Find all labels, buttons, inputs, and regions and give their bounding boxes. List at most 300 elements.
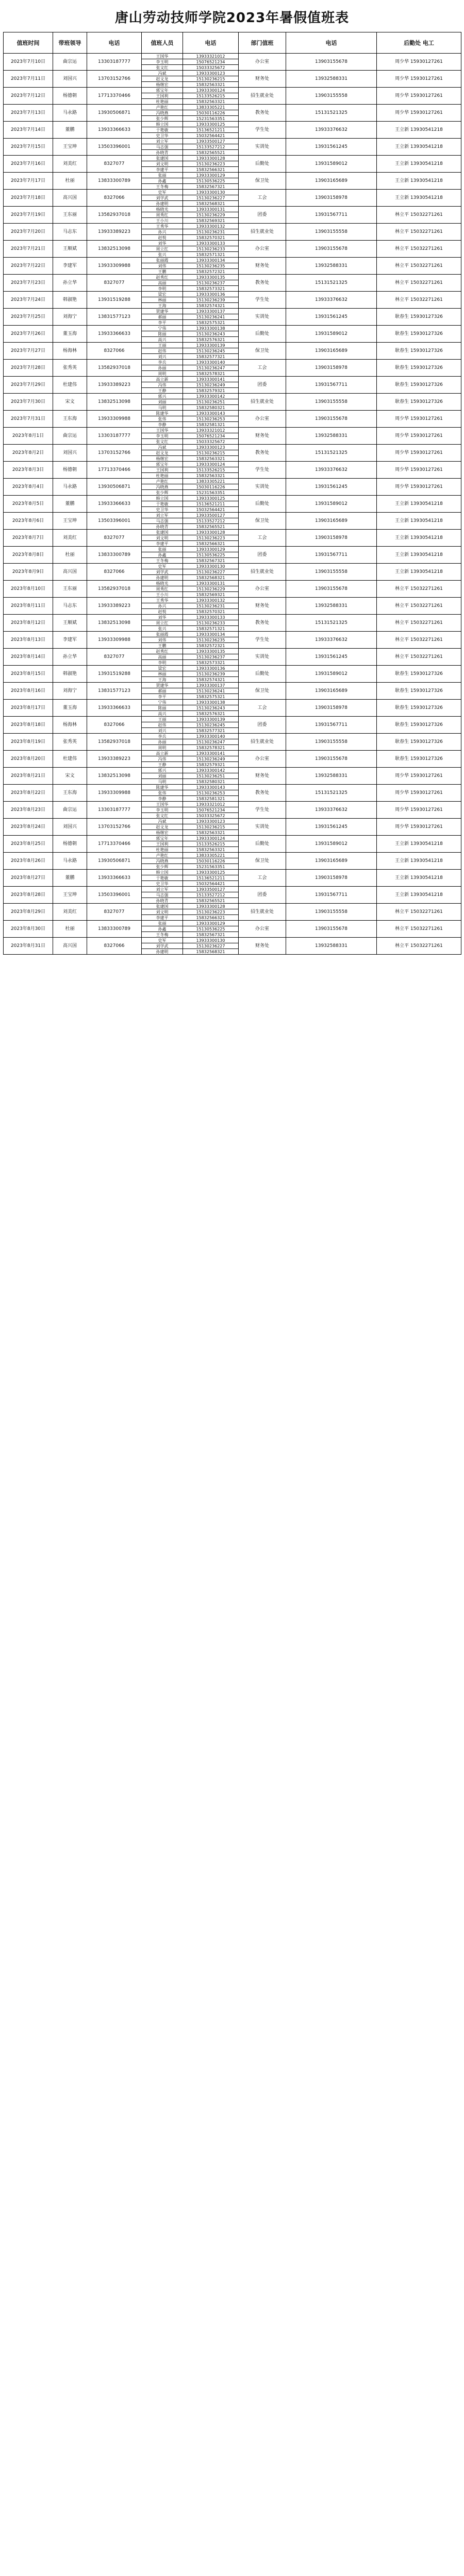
cell-staff-phone: 15030116226 — [183, 110, 239, 116]
cell-staff: 郝丽 — [142, 314, 183, 320]
cell-security: 王立新 13930541218 — [377, 122, 461, 139]
cell-leader-phone: 13832513098 — [87, 615, 142, 632]
cell-staff-phone: 15130236243 — [183, 331, 239, 337]
cell-dept: 工会 — [239, 360, 286, 377]
cell-staff-phone: 15832566321 — [183, 541, 239, 547]
cell-dept: 实训处 — [239, 479, 286, 496]
table-row — [4, 615, 461, 620]
cell-leader-phone: 8327077 — [87, 904, 142, 921]
cell-staff-phone: 15130236229 — [183, 586, 239, 592]
cell-leader: 董鹏 — [53, 870, 87, 887]
cell-staff-phone: 13933300124 — [183, 462, 239, 467]
cell-staff: 孙丽 — [142, 365, 183, 371]
cell-leader-phone: 13832513098 — [87, 241, 142, 258]
cell-security: 王立新 13930541218 — [377, 887, 461, 904]
cell-date: 2023年8月19日 — [4, 734, 53, 751]
cell-staff: 梁宏 — [142, 666, 183, 671]
cell-dept: 财务处 — [239, 428, 286, 445]
cell-staff-phone: 15032564421 — [183, 507, 239, 513]
table-row — [4, 292, 461, 297]
table-row — [4, 207, 461, 212]
cell-leader-phone: 13933366633 — [87, 496, 142, 513]
cell-leader-phone: 17713370466 — [87, 836, 142, 853]
table-row — [4, 581, 461, 586]
cell-security: 耿春生 15930127326 — [377, 734, 461, 751]
cell-staff-phone: 15130236247 — [183, 365, 239, 371]
cell-leader: 董鹏 — [53, 496, 87, 513]
cell-dept: 保卫处 — [239, 853, 286, 870]
cell-dept: 团委 — [239, 207, 286, 224]
cell-leader-phone: 8327077 — [87, 156, 142, 173]
cell-staff: 冯斌 — [142, 71, 183, 76]
cell-phone: 15131521325 — [286, 105, 377, 122]
cell-leader: 刘海宁 — [53, 683, 87, 700]
cell-leader-phone: 13933389223 — [87, 224, 142, 241]
cell-staff-phone: 15832563321 — [183, 99, 239, 105]
cell-phone: 13933376632 — [286, 802, 377, 819]
cell-date: 2023年7月21日 — [4, 241, 53, 258]
cell-security: 林立平 15032271261 — [377, 615, 461, 632]
cell-staff: 郭宝年 — [142, 836, 183, 841]
cell-staff-phone: 15832579321 — [183, 388, 239, 394]
cell-staff-phone: 15130236229 — [183, 212, 239, 218]
cell-leader: 董玉海 — [53, 700, 87, 717]
cell-date: 2023年8月21日 — [4, 768, 53, 785]
cell-staff: 刘文明 — [142, 535, 183, 541]
cell-leader: 王顺斌 — [53, 615, 87, 632]
cell-staff: 郭兴 — [142, 394, 183, 399]
cell-leader-phone: 13832513098 — [87, 394, 142, 411]
cell-leader-phone: 13933389223 — [87, 598, 142, 615]
cell-staff-phone: 15033325672 — [183, 65, 239, 71]
cell-dept: 工会 — [239, 870, 286, 887]
cell-date: 2023年7月10日 — [4, 54, 53, 71]
cell-staff: 孙建明 — [142, 575, 183, 581]
table-row — [4, 700, 461, 705]
cell-staff: 王国利 — [142, 93, 183, 99]
cell-staff-phone: 15130236231 — [183, 229, 239, 235]
cell-dept: 办公室 — [239, 581, 286, 598]
cell-staff: 史军 — [142, 938, 183, 943]
cell-staff-phone: 15832573321 — [183, 286, 239, 292]
cell-leader-phone: 13833300789 — [87, 547, 142, 564]
table-row — [4, 751, 461, 756]
cell-staff: 孙晓青 — [142, 150, 183, 156]
cell-leader-phone: 17713370466 — [87, 88, 142, 105]
cell-dept: 团委 — [239, 377, 286, 394]
cell-staff: 林丽 — [142, 297, 183, 303]
cell-staff-phone: 15832573321 — [183, 660, 239, 666]
cell-leader-phone: 8327066 — [87, 564, 142, 581]
cell-phone: 15131521325 — [286, 275, 377, 292]
cell-staff-phone: 13933300140 — [183, 360, 239, 365]
cell-staff: 李建平 — [142, 541, 183, 547]
cell-staff-phone: 15033325672 — [183, 813, 239, 819]
cell-leader: 杨海林 — [53, 343, 87, 360]
cell-staff-phone: 15832563321 — [183, 473, 239, 479]
cell-staff-phone: 15130236247 — [183, 739, 239, 745]
cell-staff: 王静 — [142, 762, 183, 768]
cell-staff-phone: 15032564421 — [183, 881, 239, 887]
cell-staff: 刘学武 — [142, 569, 183, 575]
cell-staff: 孙鑫 — [142, 178, 183, 184]
cell-leader: 高兴国 — [53, 190, 87, 207]
cell-security: 周少华 15930127261 — [377, 71, 461, 88]
cell-staff: 周秀红 — [142, 586, 183, 592]
cell-date: 2023年8月8日 — [4, 547, 53, 564]
cell-security: 耿春生 15930127326 — [377, 377, 461, 394]
cell-staff: 张丽 — [142, 173, 183, 178]
cell-staff: 刘学武 — [142, 195, 183, 201]
cell-date: 2023年8月18日 — [4, 717, 53, 734]
cell-date: 2023年7月14日 — [4, 122, 53, 139]
cell-staff: 陈丽 — [142, 705, 183, 711]
cell-leader-phone: 13933366633 — [87, 700, 142, 717]
cell-date: 2023年7月18日 — [4, 190, 53, 207]
cell-security: 林立平 15032271261 — [377, 921, 461, 938]
cell-staff-phone: 15832568321 — [183, 575, 239, 581]
cell-date: 2023年8月16日 — [4, 683, 53, 700]
cell-leader: 王东海 — [53, 411, 87, 428]
cell-staff: 陈丽 — [142, 331, 183, 337]
cell-security: 王立新 13930541218 — [377, 496, 461, 513]
cell-staff: 王冬梅 — [142, 184, 183, 190]
cell-staff: 史军 — [142, 190, 183, 195]
cell-phone: 13903165689 — [286, 343, 377, 360]
cell-date: 2023年7月23日 — [4, 275, 53, 292]
table-row — [4, 683, 461, 688]
table-row — [4, 275, 461, 280]
cell-staff: 杜艳丽 — [142, 99, 183, 105]
cell-staff: 杨晓光 — [142, 581, 183, 586]
cell-leader-phone: 13933366633 — [87, 326, 142, 343]
cell-staff-phone: 15133526215 — [183, 841, 239, 847]
header-leader-phone: 电话 — [87, 32, 142, 54]
cell-dept: 财务处 — [239, 598, 286, 615]
cell-staff: 王海 — [142, 677, 183, 683]
cell-leader-phone: 13933309988 — [87, 411, 142, 428]
cell-phone: 13931589012 — [286, 496, 377, 513]
cell-security: 周少华 15930127261 — [377, 768, 461, 785]
cell-staff: 李兵 — [142, 734, 183, 739]
cell-security: 耿春生 15930127326 — [377, 394, 461, 411]
cell-staff: 宁伟 — [142, 700, 183, 705]
cell-date: 2023年8月25日 — [4, 836, 53, 853]
table-row — [4, 649, 461, 654]
cell-staff-phone: 15130236245 — [183, 348, 239, 354]
table-row — [4, 173, 461, 178]
cell-staff: 王小川 — [142, 592, 183, 598]
cell-staff: 郝丽 — [142, 688, 183, 694]
cell-staff-phone: 15832567321 — [183, 558, 239, 564]
cell-staff: 高丽 — [142, 654, 183, 660]
cell-staff-phone: 15133527212 — [183, 144, 239, 150]
cell-date: 2023年7月11日 — [4, 71, 53, 88]
cell-date: 2023年8月12日 — [4, 615, 53, 632]
cell-staff-phone: 15133526215 — [183, 467, 239, 473]
cell-phone: 13903155678 — [286, 241, 377, 258]
cell-staff-phone: 15130236231 — [183, 603, 239, 609]
cell-staff-phone: 15832577321 — [183, 728, 239, 734]
cell-staff-phone: 13933300139 — [183, 343, 239, 348]
cell-leader-phone: 8327077 — [87, 275, 142, 292]
cell-leader: 马永路 — [53, 105, 87, 122]
cell-phone: 13931561245 — [286, 139, 377, 156]
cell-staff: 陈建华 — [142, 785, 183, 790]
cell-staff-phone: 15130236233 — [183, 620, 239, 626]
cell-staff: 王秀华 — [142, 598, 183, 603]
cell-date: 2023年8月26日 — [4, 853, 53, 870]
cell-staff-phone: 15832574321 — [183, 677, 239, 683]
cell-staff: 李静 — [142, 796, 183, 802]
cell-staff: 杜艳丽 — [142, 847, 183, 853]
cell-staff-phone: 13833305221 — [183, 853, 239, 858]
cell-staff: 李平 — [142, 320, 183, 326]
cell-dept: 后勤处 — [239, 156, 286, 173]
cell-staff-phone: 15231563351 — [183, 490, 239, 496]
cell-date: 2023年7月27日 — [4, 343, 53, 360]
table-row — [4, 666, 461, 671]
cell-phone: 13932588331 — [286, 428, 377, 445]
cell-staff: 张伟 — [142, 416, 183, 422]
cell-staff: 王鹏 — [142, 269, 183, 275]
cell-leader-phone: 13582937018 — [87, 734, 142, 751]
cell-dept: 办公室 — [239, 241, 286, 258]
cell-phone: 13931561245 — [286, 479, 377, 496]
cell-leader-phone: 8327066 — [87, 343, 142, 360]
table-row — [4, 547, 461, 552]
cell-dept: 教务处 — [239, 785, 286, 802]
cell-leader-phone: 13703152766 — [87, 71, 142, 88]
cell-staff: 张丽 — [142, 547, 183, 552]
cell-staff: 冯晓燕 — [142, 858, 183, 864]
cell-dept: 实训处 — [239, 819, 286, 836]
cell-staff-phone: 13933500127 — [183, 887, 239, 892]
cell-staff: 刘丽 — [142, 399, 183, 405]
cell-staff: 梁宏 — [142, 292, 183, 297]
cell-staff: 马志强 — [142, 144, 183, 150]
cell-staff: 宁伟 — [142, 326, 183, 331]
cell-staff: 史卫华 — [142, 507, 183, 513]
cell-staff-phone: 15832578321 — [183, 745, 239, 751]
cell-staff-phone: 15130236245 — [183, 722, 239, 728]
cell-leader: 杨德朝 — [53, 462, 87, 479]
cell-dept: 教务处 — [239, 105, 286, 122]
cell-staff-phone: 15832572321 — [183, 269, 239, 275]
cell-staff: 刘兴 — [142, 728, 183, 734]
cell-security: 林立平 15032271261 — [377, 598, 461, 615]
cell-leader: 王顺斌 — [53, 241, 87, 258]
cell-staff-phone: 13933300130 — [183, 938, 239, 943]
cell-leader: 刘海宁 — [53, 309, 87, 326]
cell-staff-phone: 15130236215 — [183, 76, 239, 82]
cell-leader: 刘美红 — [53, 156, 87, 173]
cell-staff-phone: 13833305221 — [183, 479, 239, 484]
cell-security: 周少华 15930127261 — [377, 445, 461, 462]
cell-phone: 13903155678 — [286, 921, 377, 938]
cell-staff-phone: 15130236223 — [183, 535, 239, 541]
cell-phone: 15131521325 — [286, 785, 377, 802]
cell-phone: 13903158978 — [286, 360, 377, 377]
cell-staff: 刘华 — [142, 241, 183, 246]
cell-staff-phone: 13933300125 — [183, 870, 239, 875]
cell-staff: 王冬梅 — [142, 558, 183, 564]
table-row — [4, 88, 461, 93]
cell-security: 周少华 15930127261 — [377, 802, 461, 819]
cell-staff: 韩立国 — [142, 496, 183, 501]
cell-staff: 杨继宏 — [142, 82, 183, 88]
cell-staff-phone: 15832574321 — [183, 303, 239, 309]
cell-leader: 王东海 — [53, 785, 87, 802]
cell-staff-phone: 15832569321 — [183, 592, 239, 598]
cell-security: 耿春生 15930127326 — [377, 683, 461, 700]
cell-staff: 冯伟 — [142, 382, 183, 388]
cell-staff: 李兵 — [142, 360, 183, 365]
cell-phone: 13903155558 — [286, 904, 377, 921]
cell-staff: 王国华 — [142, 428, 183, 433]
cell-leader-phone: 13930506871 — [87, 479, 142, 496]
cell-staff: 王秀华 — [142, 224, 183, 229]
cell-date: 2023年8月6日 — [4, 513, 53, 530]
cell-staff: 郭兴 — [142, 768, 183, 773]
cell-phone: 13903165689 — [286, 683, 377, 700]
cell-leader-phone: 13582937018 — [87, 581, 142, 598]
cell-staff: 李建平 — [142, 167, 183, 173]
cell-dept: 学生处 — [239, 462, 286, 479]
cell-leader-phone: 13931519288 — [87, 666, 142, 683]
cell-staff-phone: 13933300125 — [183, 122, 239, 127]
cell-staff: 王丽 — [142, 717, 183, 722]
table-row — [4, 54, 461, 59]
cell-phone: 13903155558 — [286, 88, 377, 105]
cell-staff: 史卫华 — [142, 133, 183, 139]
cell-phone: 13903158978 — [286, 700, 377, 717]
cell-staff-phone: 15832563321 — [183, 456, 239, 462]
cell-dept: 后勤处 — [239, 496, 286, 513]
cell-staff: 孙鑫 — [142, 552, 183, 558]
cell-phone: 13903158978 — [286, 870, 377, 887]
cell-staff: 周秀红 — [142, 212, 183, 218]
cell-staff-phone: 13933500127 — [183, 513, 239, 518]
cell-leader: 韩淑艳 — [53, 666, 87, 683]
cell-leader: 刘国兴 — [53, 445, 87, 462]
cell-staff: 卢艳红 — [142, 853, 183, 858]
cell-staff-phone: 15130236239 — [183, 297, 239, 303]
cell-security: 耿春生 15930127326 — [377, 700, 461, 717]
cell-dept: 教务处 — [239, 275, 286, 292]
table-row — [4, 394, 461, 399]
cell-phone: 13931561245 — [286, 309, 377, 326]
cell-staff: 李建平 — [142, 915, 183, 921]
cell-security: 周少华 15930127261 — [377, 105, 461, 122]
cell-staff: 赵伟 — [142, 722, 183, 728]
table-row — [4, 785, 461, 790]
cell-staff-phone: 15130236227 — [183, 943, 239, 949]
cell-phone: 13903155678 — [286, 54, 377, 71]
cell-date: 2023年8月1日 — [4, 428, 53, 445]
cell-leader-phone: 13930506871 — [87, 853, 142, 870]
cell-staff: 张建国 — [142, 530, 183, 535]
cell-leader-phone: 13931519288 — [87, 292, 142, 309]
cell-staff-phone: 15130236237 — [183, 654, 239, 660]
cell-staff-phone: 13933300142 — [183, 394, 239, 399]
cell-leader: 刘美红 — [53, 530, 87, 547]
cell-phone: 13931589012 — [286, 156, 377, 173]
table-row — [4, 632, 461, 637]
cell-dept: 团委 — [239, 887, 286, 904]
cell-staff: 刘华 — [142, 615, 183, 620]
cell-leader-phone: 13831577123 — [87, 683, 142, 700]
cell-staff-phone: 13933300135 — [183, 275, 239, 280]
cell-staff-phone: 13933300139 — [183, 717, 239, 722]
cell-staff-phone: 13933300137 — [183, 683, 239, 688]
cell-staff: 张建国 — [142, 156, 183, 161]
cell-staff: 卢艳红 — [142, 105, 183, 110]
cell-staff-phone: 15130236241 — [183, 314, 239, 320]
table-row — [4, 122, 461, 127]
cell-staff: 张兴 — [142, 626, 183, 632]
cell-staff: 赵文龙 — [142, 824, 183, 830]
cell-phone: 13932588331 — [286, 598, 377, 615]
cell-staff: 高兴 — [142, 711, 183, 717]
cell-staff-phone: 15130236235 — [183, 263, 239, 269]
cell-leader: 高兴国 — [53, 938, 87, 955]
cell-staff: 赵悦 — [142, 235, 183, 241]
cell-security: 林立平 15032271261 — [377, 938, 461, 955]
cell-leader-phone: 13831577123 — [87, 309, 142, 326]
cell-staff-phone: 15130236223 — [183, 909, 239, 915]
cell-dept: 财务处 — [239, 768, 286, 785]
table-row — [4, 734, 461, 739]
cell-date: 2023年7月28日 — [4, 360, 53, 377]
cell-phone: 13903155678 — [286, 411, 377, 428]
cell-phone: 13933376632 — [286, 292, 377, 309]
cell-staff: 刘丽 — [142, 773, 183, 779]
cell-staff-phone: 15832581321 — [183, 422, 239, 428]
duty-table — [3, 32, 461, 955]
cell-staff-phone: 15030116226 — [183, 484, 239, 490]
cell-staff: 赵悦 — [142, 609, 183, 615]
cell-phone: 13932588331 — [286, 258, 377, 275]
cell-dept: 学生处 — [239, 632, 286, 649]
cell-leader-phone: 13703152766 — [87, 445, 142, 462]
cell-staff-phone: 13933500127 — [183, 139, 239, 144]
cell-date: 2023年7月24日 — [4, 292, 53, 309]
cell-staff: 李明 — [142, 286, 183, 292]
cell-staff: 张建国 — [142, 904, 183, 909]
cell-date: 2023年7月12日 — [4, 88, 53, 105]
cell-staff-phone: 13933321012 — [183, 428, 239, 433]
cell-security: 林立平 15032271261 — [377, 649, 461, 666]
cell-staff-phone: 13933300129 — [183, 547, 239, 552]
cell-staff-phone: 15832576321 — [183, 337, 239, 343]
cell-staff-phone: 13933300123 — [183, 71, 239, 76]
cell-staff: 王国利 — [142, 841, 183, 847]
cell-dept: 办公室 — [239, 751, 286, 768]
cell-date: 2023年7月19日 — [4, 207, 53, 224]
table-row — [4, 717, 461, 722]
page-title: 唐山劳动技师学院2023年暑假值班表 — [114, 10, 350, 26]
header-security: 后勤处 电工 — [377, 32, 461, 54]
cell-staff-phone: 15130236233 — [183, 246, 239, 252]
cell-phone: 15131521325 — [286, 615, 377, 632]
cell-leader-phone: 13933389223 — [87, 751, 142, 768]
cell-date: 2023年8月10日 — [4, 581, 53, 598]
cell-staff: 赵伟 — [142, 348, 183, 354]
cell-security: 耿春生 15930127326 — [377, 666, 461, 683]
cell-dept: 后勤处 — [239, 326, 286, 343]
cell-staff: 高立新 — [142, 751, 183, 756]
